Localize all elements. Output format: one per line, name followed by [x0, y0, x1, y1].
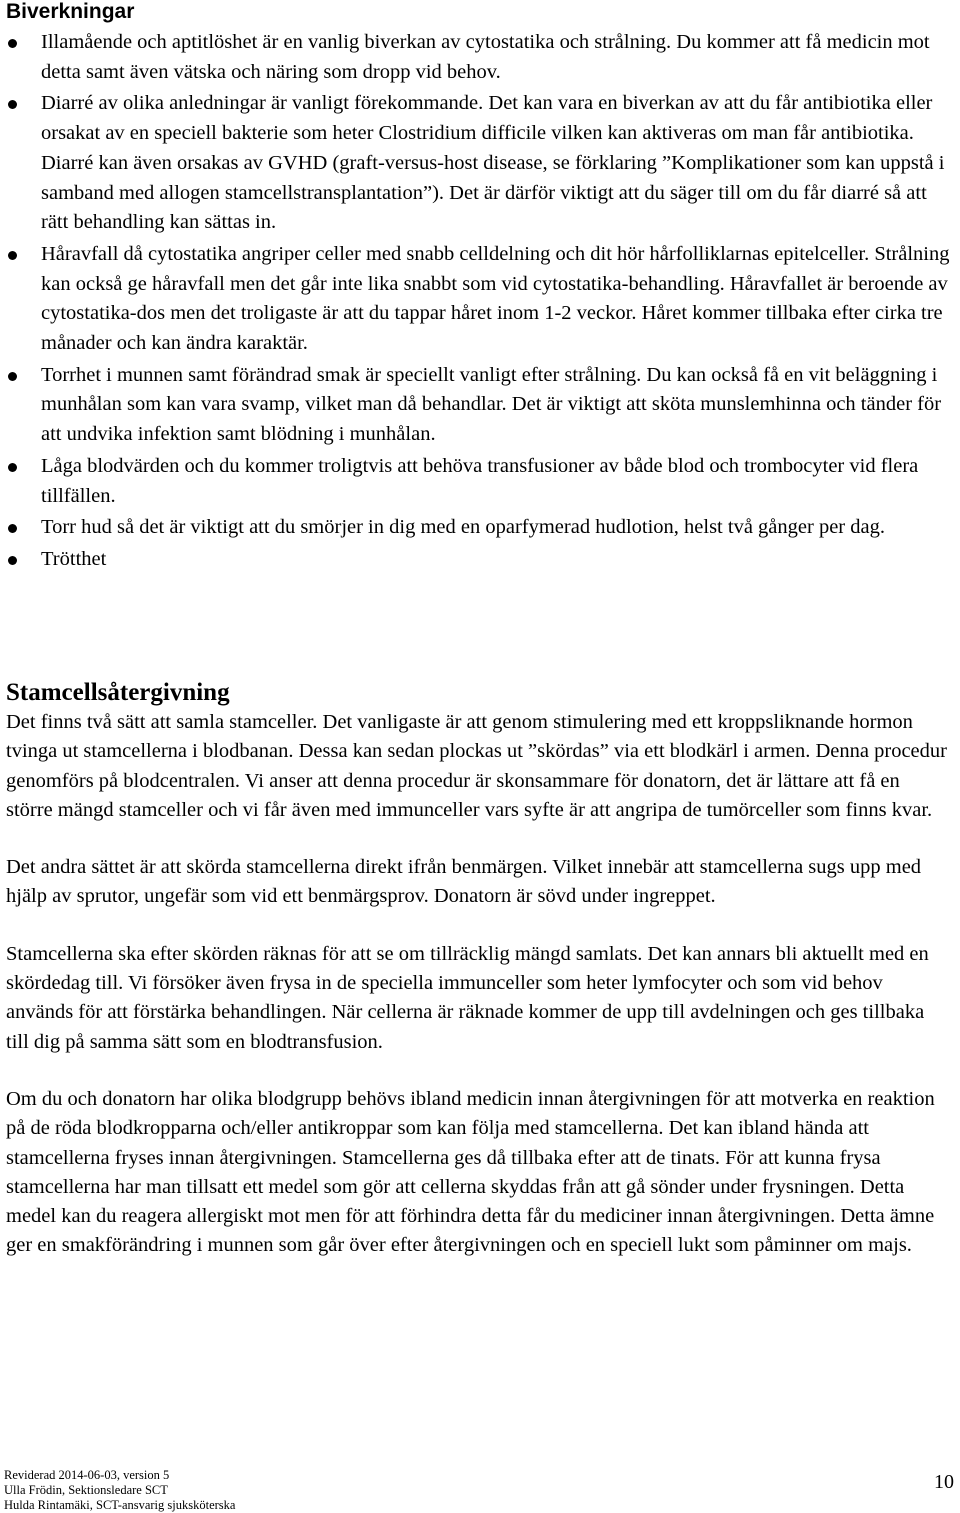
bullet-icon [8, 251, 17, 260]
list-item [0, 28, 960, 87]
list-item [0, 452, 960, 511]
footer-revised: Reviderad 2014-06-03, version 5 [4, 1468, 170, 1482]
list-item [0, 513, 960, 543]
bullet-icon [8, 463, 17, 472]
list-item [0, 89, 960, 238]
list-item [0, 240, 960, 359]
list-item-text: Torrhet i munnen samt förändrad smak är speciellt vanligt efter strålning. Du kan också få en vit beläggning i munhålan som kan vara svamp, vilket man då behandlar. Det är viktigt att sköta munslemhinna och tänder för att undvika infektion samt blödning i munhålan. [41, 363, 942, 446]
list-item [0, 361, 960, 450]
page-number: 10 [934, 1471, 954, 1493]
section-title-biverkningar: Biverkningar [6, 0, 135, 23]
list-item-text: Låga blodvärden och du kommer troligtvis att behöva transfusioner av både blod och trombocyter vid flera tillfällen. [41, 454, 919, 507]
paragraph: Om du och donatorn har olika blodgrupp behövs ibland medicin innan återgivningen för att motverka en reaktion på de röda blodkropparna och/eller antikroppar som kan följa med stamcellerna. Det kan ibland hända att stamcellerna fryses innan återgivningen. Stamcellerna ges då tillbaka efter att de tinats. För att kunna frysa stamcellerna har man tillsatt ett medel som gör att cellerna skyddas från att gå sönder under frysningen. Detta medel kan du reagera allergiskt mot men för att förhindra detta får du mediciner innan återgivningen. Detta ämne ger en smakförändring i munnen som går över efter återgivningen och en speciell lukt som påminner om majs. [6, 1087, 935, 1257]
bullet-icon [8, 39, 17, 48]
list-item-text: Torr hud så det är viktigt att du smörjer in dig med en oparfymerad hudlotion, helst två gånger per dag. [41, 516, 885, 539]
list-item-text: Trötthet [41, 547, 107, 570]
section-body-stamcellsatergivning [6, 708, 950, 1289]
bullet-icon [8, 372, 17, 381]
list-item-text: Illamående och aptitlöshet är en vanlig biverkan av cytostatika och strålning. Du kommer att få medicin mot detta samt även vätska och näring som dropp vid behov. [41, 31, 930, 83]
footer-author: Ulla Frödin, Sektionsledare SCT [4, 1483, 168, 1497]
list-item [0, 545, 960, 575]
paragraph: Stamcellerna ska efter skörden räknas för att se om tillräcklig mängd samlats. Det kan annars bli aktuellt med en skördedag till. Vi försöker även frysa in de speciella immunceller som heter lymfocyter och som vid behov används för att förstärka behandlingen. När cellerna är räknade kommer de upp till avdelningen och ges tillbaka till dig på samma sätt som en blodtransfusion. [6, 942, 929, 1053]
paragraph: Det andra sättet är att skörda stamcellerna direkt ifrån benmärgen. Vilket innebär att stamcellerna sugs upp med hjälp av sprutor, ungefär som vid ett benmärgsprov. Donatorn är sövd under ingreppet. [6, 856, 922, 908]
side-effects-list [0, 28, 960, 577]
footer-author: Hulda Rintamäki, SCT-ansvarig sjuksköterska [4, 1498, 236, 1512]
bullet-icon [8, 100, 17, 109]
list-item-text: Håravfall då cytostatika angriper celler med snabb celldelning och dit hör hårfolliklarnas epitelceller. Strålning kan också ge håravfall men det går inte lika snabbt som vid cytostatika-behandling. Håravfallet är beroende av cytostatika-dos men det troligaste är att du tappar håret inom 1-2 veckor. Håret kommer tillbaka efter cirka tre månader och kan ändra karaktär. [41, 242, 950, 355]
section-title-stamcellsatergivning: Stamcellsåtergivning [6, 679, 230, 706]
bullet-icon [8, 556, 17, 565]
paragraph: Det finns två sätt att samla stamceller. Det vanligaste är att genom stimulering med ett kroppsliknande hormon tvinga ut stamcellerna i blodbanan. Dessa kan sedan plockas ut ”skördas” via ett blodkärl i armen. Denna procedur genomförs på blodcentralen. Vi anser att denna procedur är skonsammare för donatorn, det är lättare att få en större mängd stamceller och vi får även med immunceller vars syfte är att angripa de tumörceller som finns kvar. [6, 711, 947, 821]
page-footer [4, 1468, 235, 1513]
bullet-icon [8, 524, 17, 533]
list-item-text: Diarré av olika anledningar är vanligt förekommande. Det kan vara en biverkan av att du får antibiotika eller orsakat av en speciell bakterie som heter Clostridium difficile vilken kan aktiveras om man får antibiotika. Diarré kan även orsakas av GVHD (graft-versus-host disease, se förklaring ”Komplikationer som kan uppstå i samband med allogen stamcellstransplantation”). Det är därför viktigt att du säger till om du får diarré så att rätt behandling kan sättas in. [41, 92, 945, 234]
